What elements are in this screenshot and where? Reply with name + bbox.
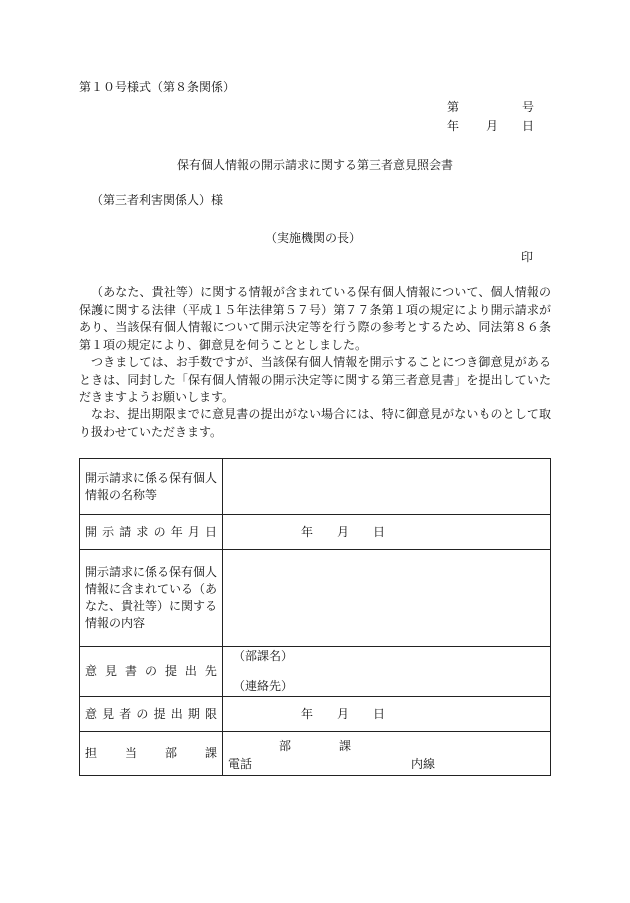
table-row <box>80 647 551 697</box>
extension-label: 内線 <box>411 756 436 771</box>
table-row <box>80 515 551 550</box>
date-month-label: 月 <box>486 119 499 133</box>
target-info-value[interactable] <box>223 459 551 515</box>
document-number-prefix: 第 <box>447 100 460 114</box>
department-name-field: （部課名） <box>233 649 294 663</box>
deadline-month: 月 <box>337 706 350 721</box>
document-number-suffix: 号 <box>522 100 535 114</box>
sender: （実施機関の長） <box>265 231 362 245</box>
body-paragraph-3: なお、提出期限までに意見書の提出がない場合には、特に御意見がないものとして取り扱わせていただきます。 <box>79 407 551 439</box>
date-year-label: 年 <box>447 119 460 133</box>
body-paragraph-2: つきましては、お手数ですが、当該保有個人情報を開示することにつき御意見があるときは、同封した「保有個人情報の開示決定等に関する第三者意見書」を提出していただきますようお願いします。 <box>79 355 551 405</box>
deadline-year: 年 <box>301 706 314 721</box>
inquiry-table <box>79 458 551 776</box>
phone-label: 電話 <box>228 756 253 771</box>
seal-mark: 印 <box>521 250 534 264</box>
body-paragraph-1: （あなた、貴社等）に関する情報が含まれている保有個人情報について、個人情報の保護に関する法律（平成１５年法律第５７号）第７７条第１項の規定により開示請求があり、当該保有個人情報について開示決定等を行う際の参考とするため、同法第８６条第１項の規定により、御意見を伺うこととしました。 <box>79 285 551 352</box>
request-date-value[interactable] <box>223 515 551 550</box>
request-date-month: 月 <box>337 524 350 539</box>
division-ka-label: 課 <box>339 738 352 753</box>
form-number: 第１０号様式（第８条関係） <box>79 80 236 94</box>
request-date-year: 年 <box>301 524 314 539</box>
submission-deadline-label: 意 見 者 の 提 出 期 限 <box>80 697 223 732</box>
table-row <box>80 550 551 647</box>
division-bu-label: 部 <box>279 738 292 753</box>
addressee: （第三者利害関係人）様 <box>91 193 224 207</box>
request-date-day: 日 <box>373 524 386 539</box>
responsible-division-value[interactable] <box>223 732 551 776</box>
info-content-value[interactable] <box>223 550 551 647</box>
request-date-label: 開 示 請 求 の 年 月 日 <box>80 515 223 550</box>
submission-deadline-value[interactable] <box>223 697 551 732</box>
table-row <box>80 459 551 515</box>
document-title: 保有個人情報の開示請求に関する第三者意見照会書 <box>176 158 453 172</box>
responsible-division-label: 担 当 部 課 <box>80 732 223 776</box>
table-row <box>80 732 551 776</box>
submission-destination-label: 意 見 書 の 提 出 先 <box>80 647 223 697</box>
info-content-label: 開示請求に係る保有個人情報に含まれている（あなた、貴社等）に関する情報の内容 <box>80 550 223 647</box>
date-day-label: 日 <box>522 119 535 133</box>
table-row <box>80 697 551 732</box>
target-info-label: 開示請求に係る保有個人情報の名称等 <box>80 459 223 515</box>
deadline-day: 日 <box>373 706 386 721</box>
contact-field: （連絡先） <box>233 679 294 693</box>
submission-destination-value[interactable] <box>223 647 551 697</box>
